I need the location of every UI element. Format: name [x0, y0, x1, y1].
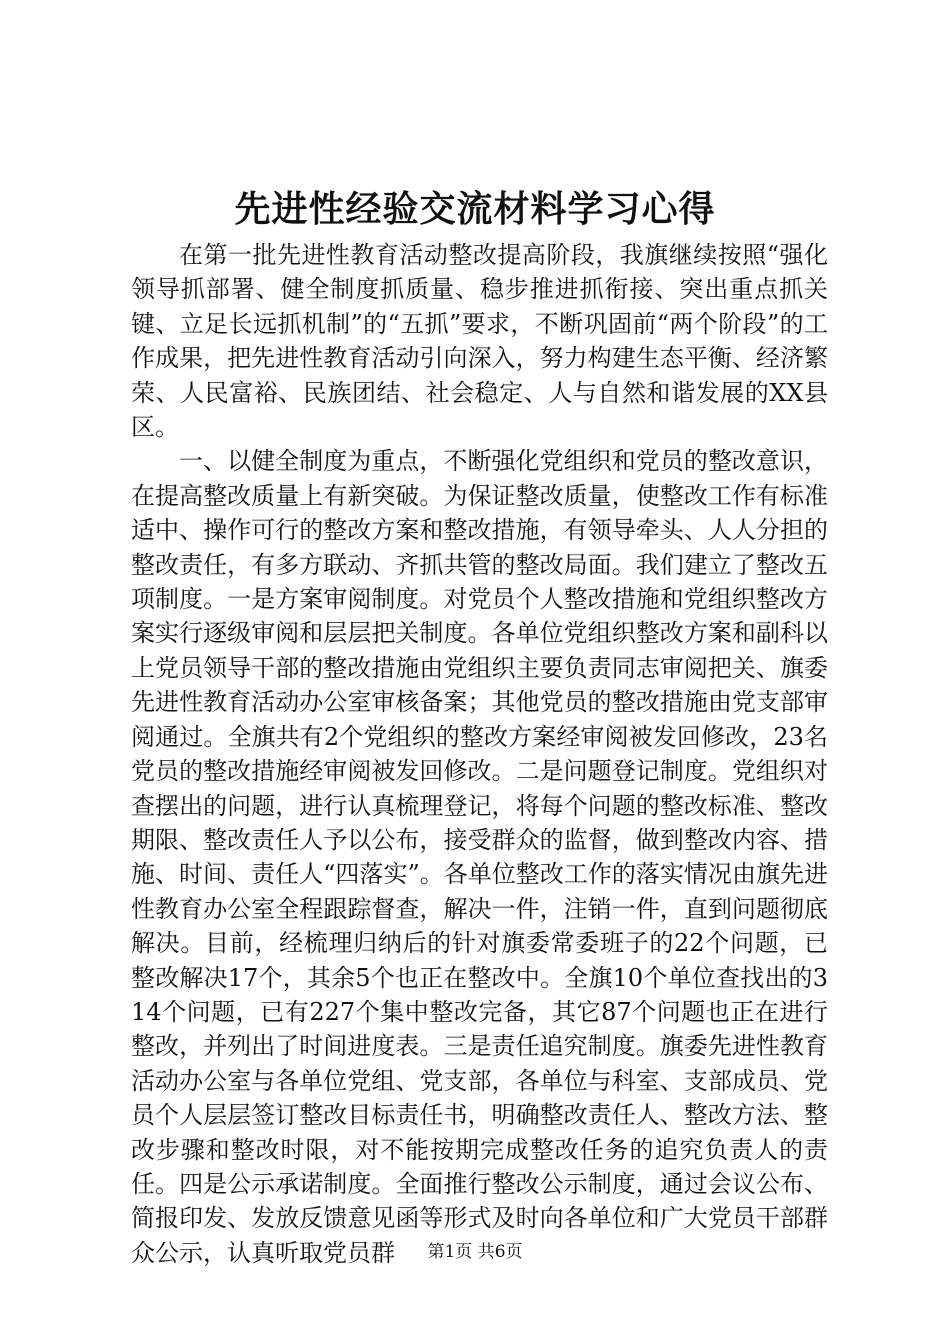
document-title: 先进性经验交流材料学习心得	[234, 188, 716, 230]
document-body	[131, 238, 828, 1270]
intro-paragraph: 在第一批先进性教育活动整改提高阶段，我旗继续按照“强化领导抓部署、健全制度抓质量、稳步推进抓衔接、突出重点抓关键、立足长远抓机制”的“五抓”要求，不断巩固前“两个阶段”的工作成果，把先进性教育活动引向深入，努力构建生态平衡、经济繁荣、人民富裕、民族团结、社会稳定、人与自然和谐发展的XX县区。	[131, 241, 828, 442]
page-footer: 第1页 共6页	[427, 1242, 523, 1262]
section-one-paragraph: 一、以健全制度为重点，不断强化党组织和党员的整改意识，在提高整改质量上有新突破。为保证整改质量，使整改工作有标准适中、操作可行的整改方案和整改措施，有领导牵头、人人分担的整改责任，有多方联动、齐抓共管的整改局面。我们建立了整改五项制度。一是方案审阅制度。对党员个人整改措施和党组织整改方案实行逐级审阅和层层把关制度。各单位党组织整改方案和副科以上党员领导干部的整改措施由党组织主要负责同志审阅把关、旗委先进性教育活动办公室审核备案；其他党员的整改措施由党支部审阅通过。全旗共有2个党组织的整改方案经审阅被发回修改，23名党员的整改措施经审阅被发回修改。二是问题登记制度。党组织对查摆出的问题，进行认真梳理登记，将每个问题的整改标准、整改期限、整改责任人予以公布，接受群众的监督，做到整改内容、措施、时间、责任人“四落实”。各单位整改工作的落实情况由旗先进性教育办公室全程跟踪督查，解决一件，注销一件，直到问题彻底解决。目前，经梳理归纳后的针对旗委常委班子的22个问题，已整改解决17个，其余5个也正在整改中。全旗10个单位查找出的314个问题，已有227个集中整改完备，其它87个问题也正在进行整改，并列出了时间进度表。三是责任追究制度。旗委先进性教育活动办公室与各单位党组、党支部，各单位与科室、支部成员、党员个人层层签订整改目标责任书，明确整改责任人、整改方法、整改步骤和整改时限，对不能按期完成整改任务的追究负责人的责任。四是公示承诺制度。全面推行整改公示制度，通过会议公布、简报印发、发放反馈意见函等形式及时向各单位和广大党员干部群众公示，认真听取党员群	[131, 447, 828, 1267]
